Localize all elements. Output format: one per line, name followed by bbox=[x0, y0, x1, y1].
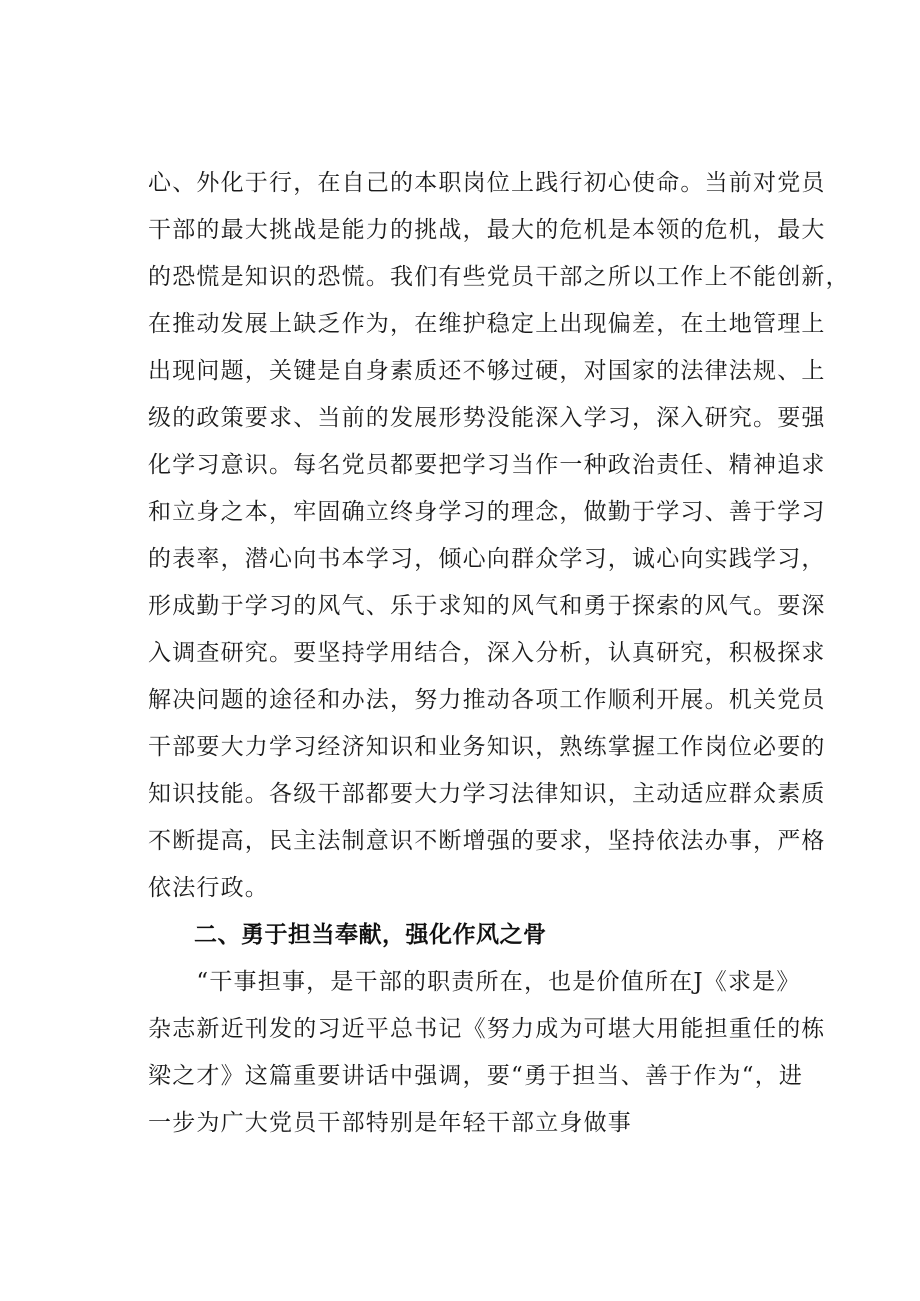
paragraph-1-line: 干部的最大挑战是能力的挑战，最大的危机是本领的危机，最大 bbox=[148, 217, 826, 243]
paragraph-2-line: 杂志新近刊发的习近平总书记《努力成为可堪大用能担重任的栋 bbox=[148, 1016, 826, 1042]
paragraph-1-line: 化学习意识。每名党员都要把学习当作一种政治责任、精神追求 bbox=[148, 452, 826, 478]
paragraph-1-line: 入调查研究。要坚持学用结合，深入分析，认真研究，积极探求 bbox=[148, 640, 826, 666]
paragraph-1-line: 的表率，潜心向书本学习，倾心向群众学习，诚心向实践学习， bbox=[148, 546, 826, 572]
paragraph-1-line: 解决问题的途径和办法，努力推动各项工作顺利开展。机关党员 bbox=[148, 687, 826, 713]
paragraph-2-line: 一步为广大党员干部特别是年轻干部立身做事 bbox=[148, 1110, 632, 1136]
paragraph-1-line: 形成勤于学习的风气、乐于求知的风气和勇于探索的风气。要深 bbox=[148, 593, 826, 619]
paragraph-1-line: 在推动发展上缺乏作为，在维护稳定上出现偏差，在土地管理上 bbox=[148, 311, 826, 337]
paragraph-1-line: 知识技能。各级干部都要大力学习法律知识，主动适应群众素质 bbox=[148, 781, 826, 807]
paragraph-1 bbox=[148, 160, 850, 912]
paragraph-2-line: 梁之才》这篇重要讲话中强调，要“勇于担当、善于作为“，进 bbox=[148, 1063, 804, 1089]
paragraph-1-line: 干部要大力学习经济知识和业务知识，熟练掌握工作岗位必要的 bbox=[148, 734, 826, 760]
paragraph-2 bbox=[148, 959, 826, 1147]
paragraph-1-line: 和立身之本，牢固确立终身学习的理念，做勤于学习、善于学习 bbox=[148, 499, 826, 525]
section-heading: 二、勇于担当奉献，强化作风之骨 bbox=[194, 922, 547, 948]
paragraph-1-line: 依法行政。 bbox=[148, 875, 269, 901]
document-body bbox=[148, 160, 850, 1147]
paragraph-2-line: “干事担事，是干部的职责所在，也是价值所在J《求是》 bbox=[148, 969, 801, 995]
paragraph-1-line: 级的政策要求、当前的发展形势没能深入学习，深入研究。要强 bbox=[148, 405, 826, 431]
paragraph-1-line: 出现问题，关键是自身素质还不够过硬，对国家的法律法规、上 bbox=[148, 358, 826, 384]
paragraph-1-line: 的恐慌是知识的恐慌。我们有些党员干部之所以工作上不能创新， bbox=[148, 264, 850, 290]
paragraph-1-line: 不断提高，民主法制意识不断增强的要求，坚持依法办事，严格 bbox=[148, 828, 826, 854]
paragraph-1-line: 心、外化于行，在自己的本职岗位上践行初心使命。当前对党员 bbox=[148, 170, 826, 196]
